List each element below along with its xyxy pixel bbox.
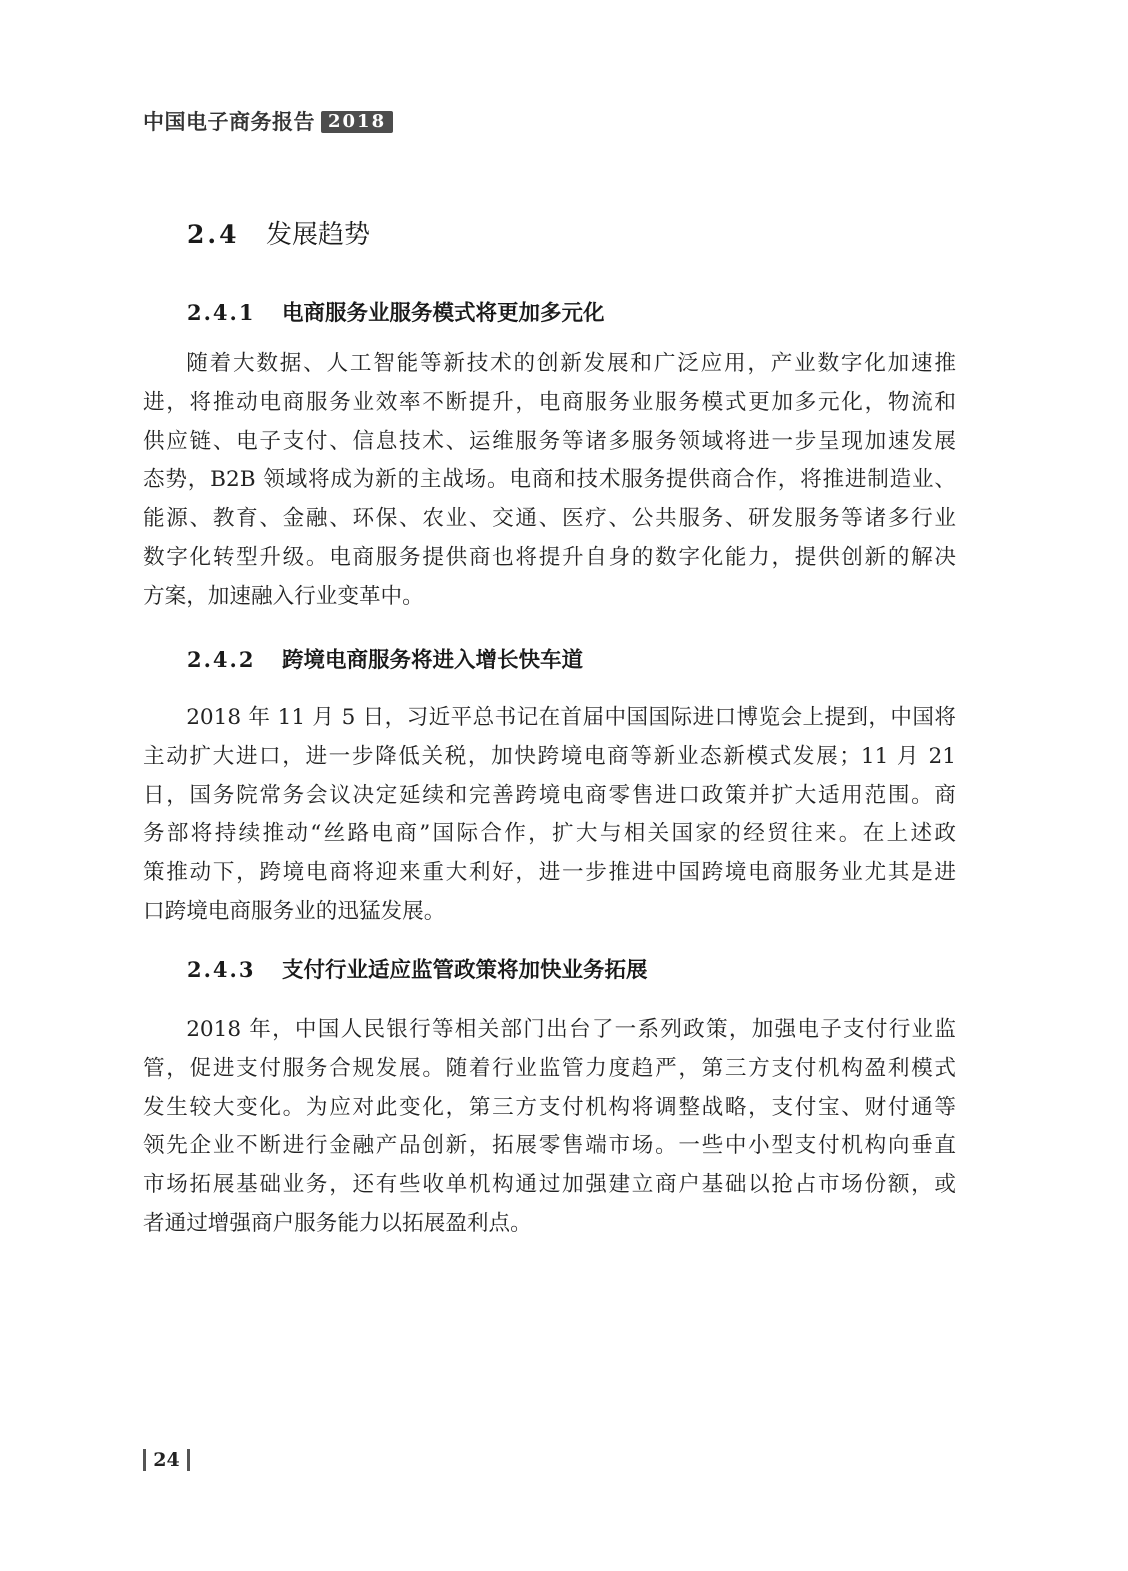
- subsection-title: 跨境电商服务将进入增长快车道: [282, 648, 584, 673]
- subsection-title: 电商服务业服务模式将更加多元化: [282, 301, 605, 326]
- paragraph-2-4-2: [143, 699, 956, 932]
- paragraph-line: 进，将推动电商服务业效率不断提升，电商服务业服务模式更加多元化，物流和: [143, 389, 956, 415]
- subsection-number: 2.4.3: [187, 957, 256, 982]
- paragraph-line: 务部将持续推动“丝路电商”国际合作，扩大与相关国家的经贸往来。在上述政: [143, 821, 956, 847]
- section-number: 2.4: [187, 220, 240, 249]
- paragraph-line: 领先企业不断进行金融产品创新，拓展零售端市场。一些中小型支付机构向垂直: [143, 1133, 956, 1159]
- subsection-heading-2-4-1: [187, 298, 605, 328]
- running-header: [143, 108, 393, 136]
- paragraph-line: 市场拓展基础业务，还有些收单机构通过加强建立商户基础以抢占市场份额，或: [143, 1172, 956, 1198]
- page-number: 24: [153, 1449, 180, 1471]
- paragraph-2-4-1: [143, 345, 956, 617]
- subsection-number: 2.4.1: [187, 300, 256, 325]
- paragraph-line: 发生较大变化。为应对此变化，第三方支付机构将调整战略，支付宝、财付通等: [143, 1094, 956, 1120]
- paragraph-line: 随着大数据、人工智能等新技术的创新发展和广泛应用，产业数字化加速推: [186, 351, 956, 376]
- paragraph-line: 能源、教育、金融、环保、农业、交通、医疗、公共服务、研发服务等诸多行业: [143, 506, 956, 532]
- paragraph-line: 态势，B2B 领域将成为新的主战场。电商和技术服务提供商合作，将推进制造业、: [143, 467, 956, 493]
- running-header-year-badge: 2018: [321, 111, 393, 133]
- subsection-heading-2-4-2: [187, 645, 583, 675]
- running-header-title: 中国电子商务报告: [143, 110, 315, 134]
- paragraph-2-4-3: [143, 1011, 956, 1244]
- page-number-right-bar: [187, 1449, 190, 1471]
- paragraph-line: 策推动下，跨境电商将迎来重大利好，进一步推进中国跨境电商服务业尤其是进: [143, 860, 956, 886]
- paragraph-line: 日，国务院常务会议决定延续和完善跨境电商零售进口政策并扩大适用范围。商: [143, 782, 956, 808]
- paragraph-line: 数字化转型升级。电商服务提供商也将提升自身的数字化能力，提供创新的解决: [143, 544, 956, 570]
- paragraph-line: 者通过增强商户服务能力以拓展盈利点。: [143, 1210, 532, 1236]
- section-title: 发展趋势: [266, 220, 371, 250]
- paragraph-line: 口跨境电商服务业的迅猛发展。: [143, 898, 446, 924]
- subsection-number: 2.4.2: [187, 647, 256, 672]
- paragraph-line: 2018 年，中国人民银行等相关部门出台了一系列政策，加强电子支付行业监: [186, 1017, 956, 1042]
- page-number-footer: [143, 1447, 190, 1473]
- paragraph-line: 供应链、电子支付、信息技术、运维服务等诸多服务领域将进一步呈现加速发展: [143, 428, 956, 454]
- subsection-title: 支付行业适应监管政策将加快业务拓展: [282, 958, 648, 983]
- section-heading: [187, 216, 370, 254]
- paragraph-line: 2018 年 11 月 5 日，习近平总书记在首届中国国际进口博览会上提到，中国将: [186, 705, 956, 730]
- paragraph-line: 方案，加速融入行业变革中。: [143, 583, 424, 609]
- paragraph-line: 管，促进支付服务合规发展。随着行业监管力度趋严，第三方支付机构盈利模式: [143, 1055, 956, 1081]
- paragraph-line: 主动扩大进口，进一步降低关税，加快跨境电商等新业态新模式发展；11 月 21: [143, 743, 956, 769]
- subsection-heading-2-4-3: [187, 955, 648, 985]
